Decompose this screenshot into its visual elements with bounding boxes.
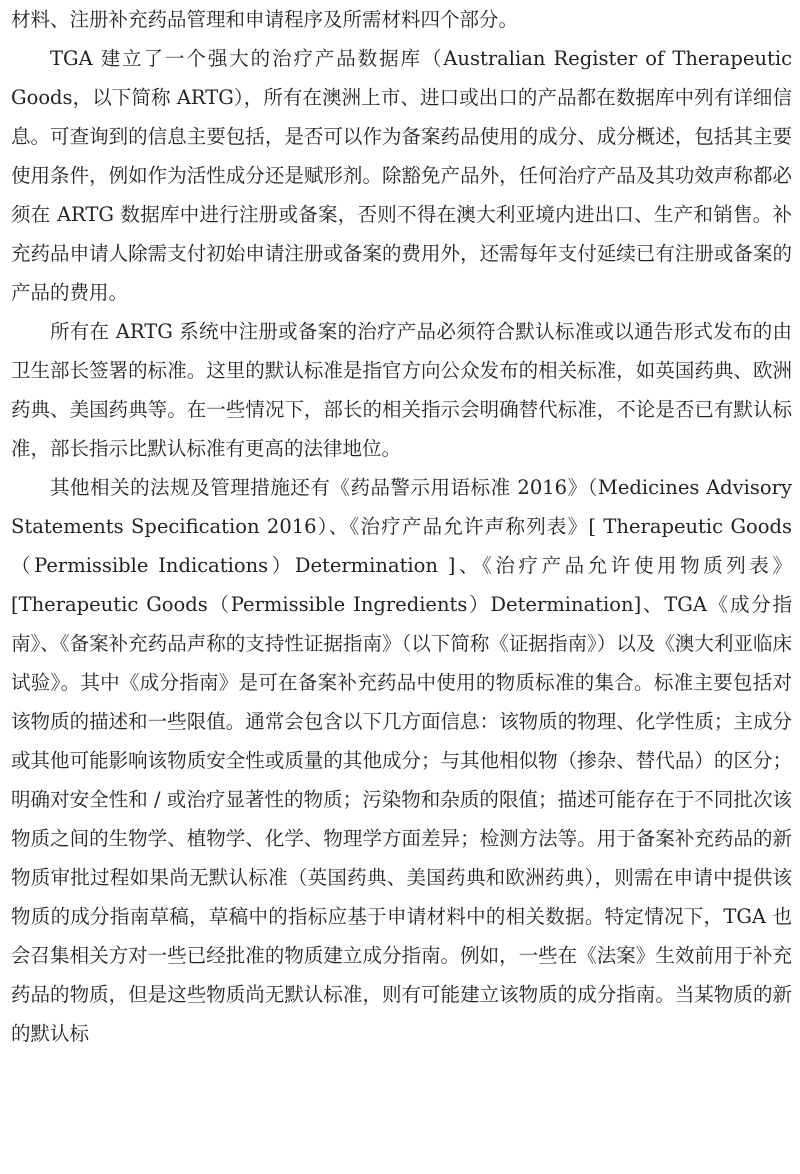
paragraph-artg-database: TGA 建立了一个强大的治疗产品数据库（Australian Register of Therapeutic Goods，以下简称 ARTG），所有在澳洲上市、进口或出口的产品都在数据库中列有详细信息。可查询到的信息主要包括，是否可以作为备案药品使用的成分、成分概述，包括其主要使用条件，例如作为活性成分还是赋形剂。除豁免产品外，任何治疗产品及其功效声称都必须在 ARTG 数据库中进行注册或备案，否则不得在澳大利亚境内进出口、生产和销售。补充药品申请人除需支付初始申请注册或备案的费用外，还需每年支付延续已有注册或备案的产品的费用。 xyxy=(11,47,792,304)
paragraph-related-regulations: 其他相关的法规及管理措施还有《药品警示用语标准 2016》（Medicines Advisory Statements Specification 2016）、《治疗产品允许声称列表》[ Therapeutic Goods（Permissible Indications）Determination ]、《治疗产品允许使用物质列表》[Therapeutic Goods（Permissible Ingredients）Determination]、TGA《成分指南》、《备案补充药品声称的支持性证据指南》（以下简称《证据指南》）以及《澳大利亚临床试验》。其中《成分指南》是可在备案补充药品中使用的物质标准的集合。标准主要包括对该物质的描述和一些限值。通常会包含以下几方面信息：该物质的物理、化学性质；主成分或其他可能影响该物质安全性或质量的其他成分；与其他相似物（掺杂、替代品）的区分；明确对安全性和 / 或治疗显著性的物质；污染物和杂质的限值；描述可能存在于不同批次该物质之间的生物学、植物学、化学、物理学方面差异；检测方法等。用于备案补充药品的新物质审批过程如果尚无默认标准（英国药典、美国药典和欧洲药典），则需在申请中提供该物质的成分指南草稿，草稿中的指标应基于申请材料中的相关数据。特定情况下，TGA 也会召集相关方对一些已经批准的物质建立成分指南。例如，一些在《法案》生效前用于补充药品的物质，但是这些物质尚无默认标准，则有可能建立该物质的成分指南。当某物质的新的默认标 xyxy=(11,476,792,1045)
paragraph-continuation: 材料、注册补充药品管理和申请程序及所需材料四个部分。 xyxy=(11,8,519,31)
paragraph-default-standards: 所有在 ARTG 系统中注册或备案的治疗产品必须符合默认标准或以通告形式发布的由卫生部长签署的标准。这里的默认标准是指官方向公众发布的相关标准，如英国药典、欧洲药典、美国药典等。在一些情况下，部长的相关指示会明确替代标准，不论是否已有默认标准，部长指示比默认标准有更高的法律地位。 xyxy=(11,320,792,460)
